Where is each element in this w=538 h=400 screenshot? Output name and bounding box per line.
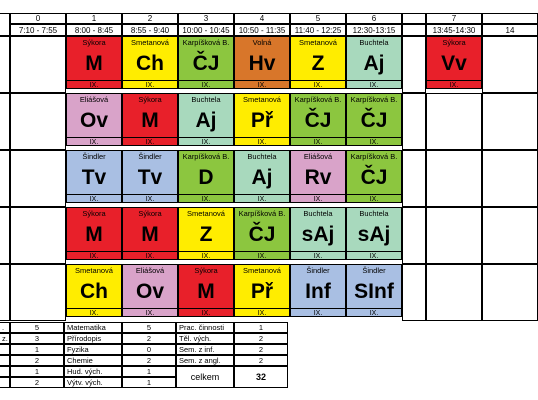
lesson-teacher: Buchtela: [234, 150, 290, 161]
period-time: 10:50 - 11:35: [234, 24, 290, 36]
lesson-teacher: Šindler: [346, 264, 402, 275]
summary-label: Těl. vých.: [176, 333, 234, 344]
lesson-class: IX.: [346, 137, 402, 146]
lesson-class: IX.: [66, 194, 122, 203]
lesson-teacher: Sýkora: [66, 36, 122, 47]
summary-label: [0, 344, 10, 355]
empty-slot: [402, 93, 426, 150]
lesson-teacher: Eliášová: [66, 93, 122, 104]
lesson-class: IX.: [234, 308, 290, 317]
lesson-subject[interactable]: M: [66, 218, 122, 251]
lesson-subject[interactable]: Inf: [290, 275, 346, 308]
lesson-class: IX.: [234, 80, 290, 89]
lesson-subject[interactable]: Ov: [66, 104, 122, 137]
summary-value: 3: [10, 333, 64, 344]
lesson-subject[interactable]: Aj: [234, 161, 290, 194]
lesson-subject[interactable]: SInf: [346, 275, 402, 308]
period-0-cell: [10, 36, 66, 93]
summary-label: [0, 355, 10, 366]
lesson-teacher: Karpíšková B.: [346, 93, 402, 104]
period-number: 0: [10, 13, 66, 24]
summary-value: 2: [122, 333, 176, 344]
summary-label: Sem. z angl.: [176, 355, 234, 366]
empty-slot: [482, 150, 538, 207]
lesson-teacher: Smetanová: [66, 264, 122, 275]
lesson-subject[interactable]: Vv: [426, 47, 482, 80]
lesson-teacher: Eliášová: [122, 264, 178, 275]
period-0-cell: [10, 207, 66, 264]
lesson-subject[interactable]: sAj: [346, 218, 402, 251]
period-0-cell: [10, 93, 66, 150]
lesson-class: IX.: [178, 194, 234, 203]
lesson-teacher: Smetanová: [290, 36, 346, 47]
lesson-teacher: Buchtela: [346, 36, 402, 47]
lesson-subject[interactable]: Z: [290, 47, 346, 80]
day-label-cell: [0, 93, 10, 150]
lesson-teacher: Šindler: [66, 150, 122, 161]
period-number: 1: [66, 13, 122, 24]
lesson-class: IX.: [426, 80, 482, 89]
period-time: 8:55 - 9:40: [122, 24, 178, 36]
period-0-cell: [10, 264, 66, 321]
lesson-subject[interactable]: D: [178, 161, 234, 194]
empty-slot: [402, 264, 426, 321]
empty-slot: [426, 150, 482, 207]
lesson-class: IX.: [122, 251, 178, 260]
lesson-subject[interactable]: M: [122, 218, 178, 251]
lesson-subject[interactable]: Tv: [122, 161, 178, 194]
header-corner: [0, 13, 10, 36]
summary-label: Fyzika: [64, 344, 122, 355]
lesson-teacher: Karpíšková B.: [178, 36, 234, 47]
summary-value: 1: [122, 377, 176, 388]
lesson-subject[interactable]: Ov: [122, 275, 178, 308]
empty-slot: [426, 93, 482, 150]
summary-label: Matematika: [64, 322, 122, 333]
period-number: 5: [290, 13, 346, 24]
period-time: 13:45-14:30: [426, 24, 482, 36]
lesson-teacher: Karpíšková B.: [346, 150, 402, 161]
lesson-class: IX.: [290, 194, 346, 203]
lesson-class: IX.: [122, 137, 178, 146]
lesson-subject[interactable]: M: [122, 104, 178, 137]
lesson-subject[interactable]: Aj: [346, 47, 402, 80]
summary-value: 2: [234, 355, 288, 366]
lesson-class: IX.: [66, 251, 122, 260]
lesson-teacher: Volná: [234, 36, 290, 47]
lesson-class: IX.: [178, 251, 234, 260]
lesson-teacher: Sýkora: [178, 264, 234, 275]
summary-value: 1: [234, 322, 288, 333]
summary-label: Prac. činnosti: [176, 322, 234, 333]
lesson-class: IX.: [234, 251, 290, 260]
summary-label: Sem. z inf.: [176, 344, 234, 355]
lesson-class: IX.: [346, 308, 402, 317]
lesson-class: IX.: [234, 137, 290, 146]
summary-value: 1: [122, 366, 176, 377]
day-label-cell: [0, 264, 10, 321]
summary-label: .: [0, 322, 10, 333]
period-number: 7: [426, 13, 482, 24]
lesson-teacher: Eliášová: [290, 150, 346, 161]
lesson-teacher: Sýkora: [122, 93, 178, 104]
empty-slot: [402, 150, 426, 207]
summary-value: 2: [234, 333, 288, 344]
lesson-class: IX.: [122, 80, 178, 89]
empty-slot: [402, 207, 426, 264]
empty-slot: [402, 36, 426, 93]
empty-slot: [482, 264, 538, 321]
total-label: celkem: [176, 366, 234, 388]
lesson-class: IX.: [346, 80, 402, 89]
empty-slot: [482, 93, 538, 150]
period-number: 6: [346, 13, 402, 24]
lesson-subject[interactable]: sAj: [290, 218, 346, 251]
lesson-subject[interactable]: ČJ: [290, 104, 346, 137]
lesson-subject[interactable]: ČJ: [178, 47, 234, 80]
lesson-teacher: Buchtela: [178, 93, 234, 104]
lesson-teacher: Buchtela: [290, 207, 346, 218]
empty-slot: [482, 207, 538, 264]
summary-label: Přírodopis: [64, 333, 122, 344]
lesson-class: IX.: [346, 251, 402, 260]
lesson-subject[interactable]: M: [178, 275, 234, 308]
summary-value: 5: [122, 322, 176, 333]
empty-slot: [482, 36, 538, 93]
period-time: [402, 24, 426, 36]
lesson-teacher: Smetanová: [178, 207, 234, 218]
lesson-subject[interactable]: ČJ: [234, 218, 290, 251]
lesson-teacher: Šindler: [122, 150, 178, 161]
empty-slot: [426, 264, 482, 321]
period-time: 10:00 - 10:45: [178, 24, 234, 36]
lesson-teacher: Smetanová: [122, 36, 178, 47]
period-number: 2: [122, 13, 178, 24]
lesson-subject[interactable]: Z: [178, 218, 234, 251]
lesson-subject[interactable]: ČJ: [346, 104, 402, 137]
lesson-class: IX.: [122, 308, 178, 317]
day-label-cell: [0, 150, 10, 207]
summary-value: 5: [10, 322, 64, 333]
lesson-teacher: Šindler: [290, 264, 346, 275]
lesson-class: IX.: [178, 308, 234, 317]
lesson-teacher: Buchtela: [346, 207, 402, 218]
period-time: 11:40 - 12:25: [290, 24, 346, 36]
period-time: 8:00 - 8:45: [66, 24, 122, 36]
summary-label: z.: [0, 333, 10, 344]
period-number: [482, 13, 538, 24]
summary-label: [0, 366, 10, 377]
period-time: 12:30-13:15: [346, 24, 402, 36]
lesson-class: IX.: [290, 308, 346, 317]
lesson-teacher: Sýkora: [426, 36, 482, 47]
summary-label: Hud. vých.: [64, 366, 122, 377]
lesson-class: IX.: [346, 194, 402, 203]
lesson-class: IX.: [66, 137, 122, 146]
summary-value: 2: [234, 344, 288, 355]
summary-label: [0, 377, 10, 388]
lesson-subject[interactable]: Rv: [290, 161, 346, 194]
lesson-class: IX.: [66, 308, 122, 317]
lesson-class: IX.: [290, 80, 346, 89]
summary-value: 0: [122, 344, 176, 355]
lesson-subject[interactable]: Hv: [234, 47, 290, 80]
lesson-class: IX.: [178, 80, 234, 89]
lesson-class: IX.: [178, 137, 234, 146]
lesson-class: IX.: [234, 194, 290, 203]
day-label-cell: [0, 36, 10, 93]
total-value: 32: [234, 366, 288, 388]
lesson-subject[interactable]: Ch: [122, 47, 178, 80]
period-number: 4: [234, 13, 290, 24]
lesson-subject[interactable]: ČJ: [346, 161, 402, 194]
lesson-subject[interactable]: M: [66, 47, 122, 80]
summary-value: 2: [10, 355, 64, 366]
period-time: 7:10 - 7:55: [10, 24, 66, 36]
summary-label: Chemie: [64, 355, 122, 366]
lesson-class: IX.: [290, 137, 346, 146]
period-0-cell: [10, 150, 66, 207]
empty-slot: [426, 207, 482, 264]
lesson-class: IX.: [122, 194, 178, 203]
summary-value: 1: [10, 344, 64, 355]
lesson-teacher: Sýkora: [66, 207, 122, 218]
lesson-subject[interactable]: Př: [234, 104, 290, 137]
summary-value: 2: [122, 355, 176, 366]
summary-label: Výtv. vých.: [64, 377, 122, 388]
lesson-teacher: Karpíšková B.: [234, 207, 290, 218]
lesson-teacher: Smetanová: [234, 264, 290, 275]
period-number: [402, 13, 426, 24]
lesson-subject[interactable]: Př: [234, 275, 290, 308]
summary-value: 2: [10, 377, 64, 388]
lesson-class: IX.: [66, 80, 122, 89]
lesson-teacher: Sýkora: [122, 207, 178, 218]
lesson-subject[interactable]: Aj: [178, 104, 234, 137]
period-time: 14: [482, 24, 538, 36]
period-number: 3: [178, 13, 234, 24]
lesson-class: IX.: [290, 251, 346, 260]
lesson-subject[interactable]: Tv: [66, 161, 122, 194]
lesson-teacher: Karpíšková B.: [178, 150, 234, 161]
lesson-subject[interactable]: Ch: [66, 275, 122, 308]
day-label-cell: [0, 207, 10, 264]
lesson-teacher: Karpíšková B.: [290, 93, 346, 104]
summary-value: 1: [10, 366, 64, 377]
lesson-teacher: Smetanová: [234, 93, 290, 104]
